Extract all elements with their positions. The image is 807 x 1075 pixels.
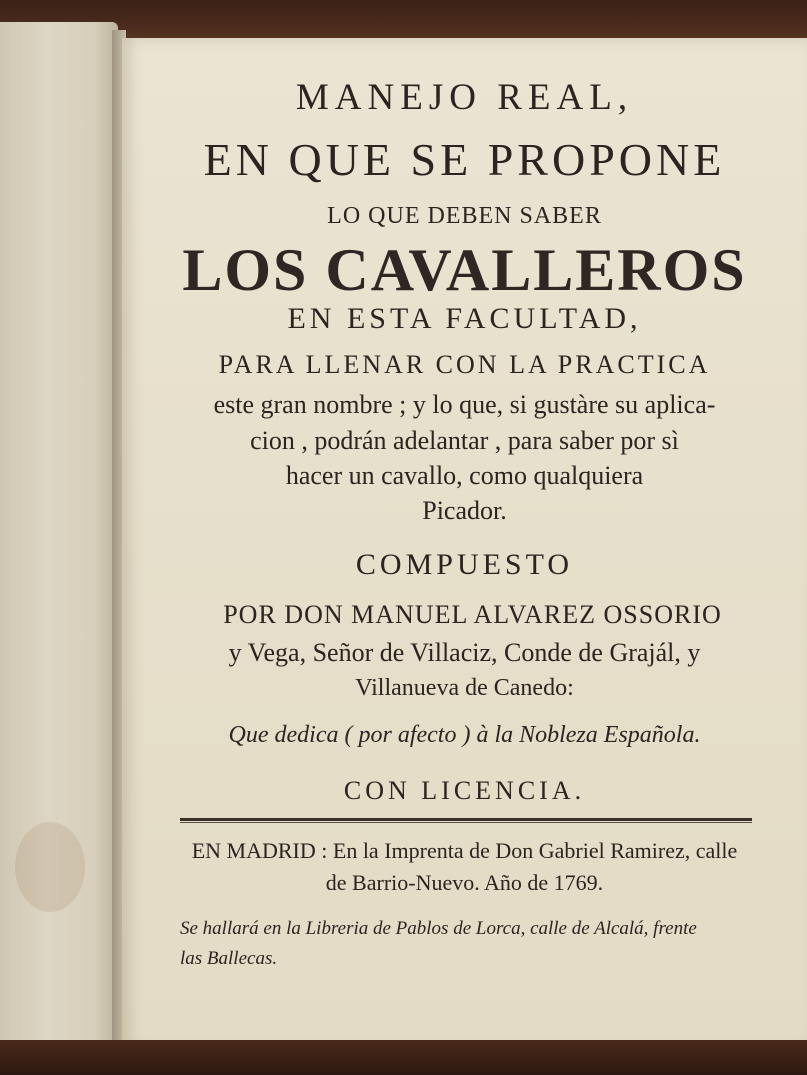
author-line-3: Villanueva de Canedo: xyxy=(355,675,574,701)
seller-line-2: las Ballecas. xyxy=(180,948,278,969)
divider-rule-thin xyxy=(180,822,752,823)
book-cover-bottom xyxy=(0,1040,807,1075)
title-line-1: MANEJO REAL, xyxy=(295,77,634,118)
subtitle-line-1: PARA LLENAR CON LA PRACTICA xyxy=(218,350,711,379)
compuesto-heading: COMPUESTO xyxy=(355,548,574,581)
author-line-2: y Vega, Señor de Villaciz, Conde de Grajál, y xyxy=(228,638,701,667)
imprint-line-1: EN MADRID : En la Imprenta de Don Gabriel Ramirez, calle xyxy=(191,838,738,863)
subtitle-line-3: cion , podrán adelantar , para saber por sì xyxy=(250,426,679,455)
dedication: Que dedica ( por afecto ) à la Nobleza Española. xyxy=(228,722,701,748)
license-line: CON LICENCIA. xyxy=(343,776,586,805)
title-line-4: LOS CAVALLEROS xyxy=(182,237,747,303)
page-stain xyxy=(15,822,85,912)
subtitle-line-4: hacer un cavallo, como qualquiera xyxy=(285,461,644,490)
subtitle-line-2: este gran nombre ; y lo que, si gustàre su aplica- xyxy=(213,390,716,419)
author-line-1: POR DON MANUEL ALVAREZ OSSORIO xyxy=(223,600,722,629)
title-page xyxy=(122,38,807,1048)
imprint-line-2: de Barrio-Nuevo. Año de 1769. xyxy=(325,870,604,895)
left-page xyxy=(0,22,118,1062)
subtitle-line-5: Picador. xyxy=(422,496,507,525)
seller-line-1: Se hallará en la Libreria de Pablos de Lorca, calle de Alcalá, frente xyxy=(180,918,697,939)
divider-rule xyxy=(180,818,752,821)
title-line-5: EN ESTA FACULTAD, xyxy=(287,302,642,335)
title-line-3: LO QUE DEBEN SABER xyxy=(327,203,602,229)
title-line-2: EN QUE SE PROPONE xyxy=(203,134,726,185)
